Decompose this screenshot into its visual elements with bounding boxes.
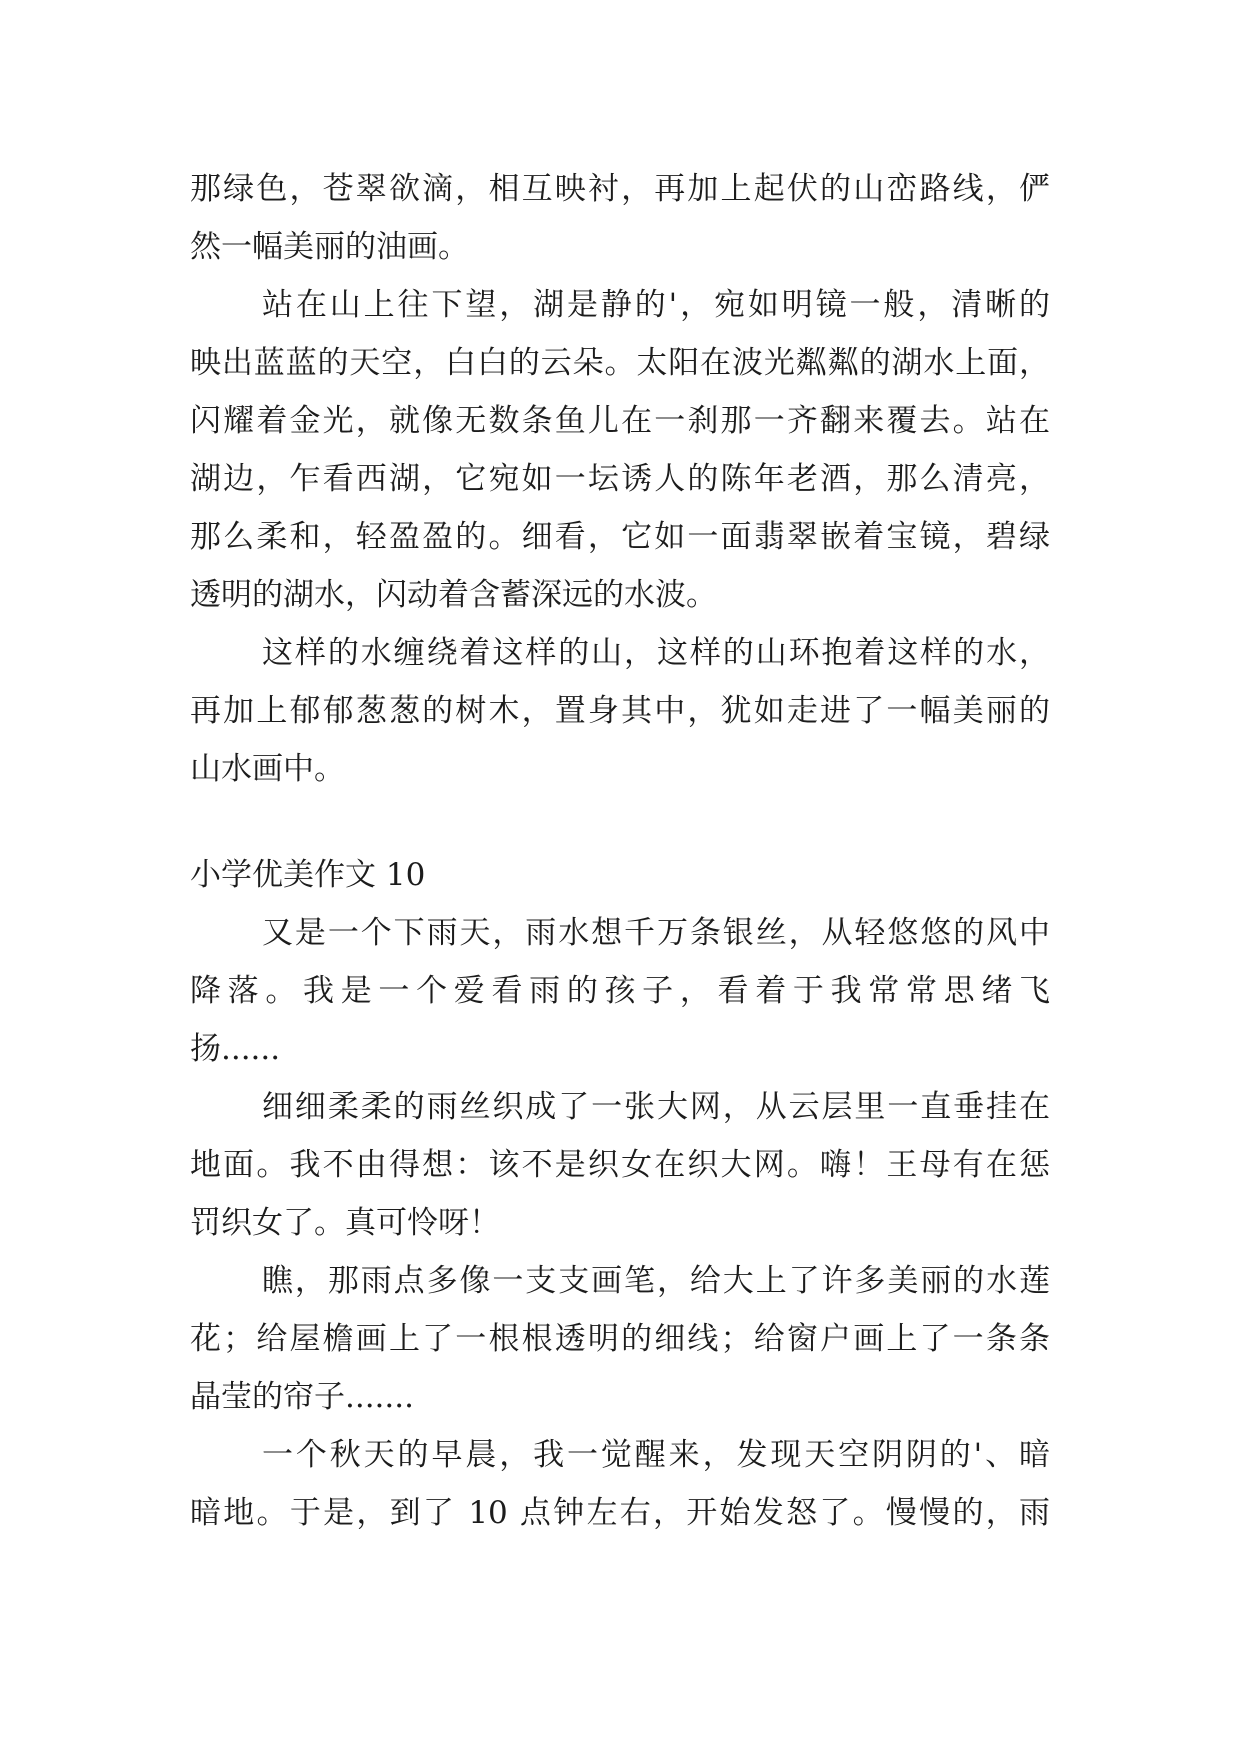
- section-title: 小学优美作文 10: [190, 857, 426, 893]
- text-line: 然一幅美丽的油画。: [190, 229, 469, 265]
- section-paragraph-4: [190, 1426, 1050, 1542]
- text-line: 这样的水缠绕着这样的山，这样的山环抱着这样的水，: [262, 635, 1050, 671]
- text-line: 那么柔和，轻盈盈的。细看，它如一面翡翠嵌着宝镜，碧绿: [190, 519, 1050, 555]
- paragraph-2: [190, 276, 1050, 624]
- text-line: 闪耀着金光，就像无数条鱼儿在一刹那一齐翻来覆去。站在: [190, 403, 1050, 439]
- text-line: 花；给屋檐画上了一根根透明的细线；给窗户画上了一条条: [190, 1321, 1050, 1357]
- text-line: 瞧，那雨点多像一支支画笔，给大上了许多美丽的水莲: [262, 1263, 1050, 1299]
- text-line: 湖边，乍看西湖，它宛如一坛诱人的陈年老酒，那么清亮，: [190, 461, 1050, 497]
- paragraph-3: [190, 624, 1050, 798]
- text-line: 晶莹的帘子.......: [190, 1379, 414, 1415]
- text-line: 细细柔柔的雨丝织成了一张大网，从云层里一直垂挂在: [262, 1089, 1050, 1125]
- document-body: [190, 160, 1050, 1542]
- text-line: 地面。我不由得想：该不是织女在织大网。嗨！王母有在惩: [190, 1147, 1050, 1183]
- text-line: 那绿色，苍翠欲滴，相互映衬，再加上起伏的山峦路线，俨: [190, 171, 1050, 207]
- paragraph-1: [190, 160, 1050, 276]
- text-line: 又是一个下雨天，雨水想千万条银丝，从轻悠悠的风中: [262, 915, 1050, 951]
- text-line: 扬......: [190, 1031, 281, 1067]
- text-line: 一个秋天的早晨，我一觉醒来，发现天空阴阴的'、暗: [262, 1437, 1050, 1473]
- section-paragraph-3: [190, 1252, 1050, 1426]
- text-line: 透明的湖水，闪动着含蓄深远的水波。: [190, 577, 717, 613]
- text-line: 映出蓝蓝的天空，白白的云朵。太阳在波光粼粼的湖水上面，: [190, 345, 1050, 381]
- text-line: 降落。我是一个爱看雨的孩子，看着于我常常思绪飞: [190, 973, 1050, 1009]
- section-paragraph-1: [190, 904, 1050, 1078]
- text-line: 再加上郁郁葱葱的树木，置身其中，犹如走进了一幅美丽的: [190, 693, 1050, 729]
- text-line: 罚织女了。真可怜呀！: [190, 1205, 500, 1241]
- text-line: 站在山上往下望，湖是静的'，宛如明镜一般，清晰的: [262, 287, 1050, 323]
- text-line: 山水画中。: [190, 751, 345, 787]
- section-paragraph-2: [190, 1078, 1050, 1252]
- text-line: 暗地。于是，到了 10 点钟左右，开始发怒了。慢慢的，雨: [190, 1495, 1050, 1531]
